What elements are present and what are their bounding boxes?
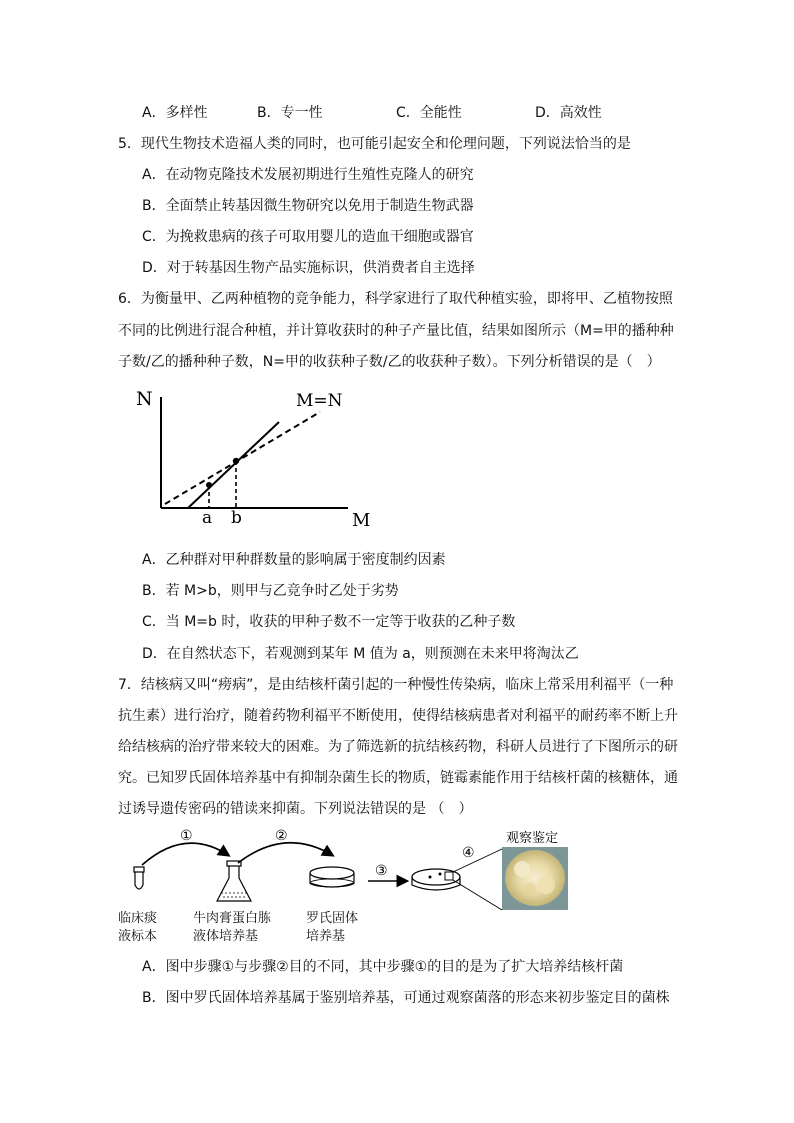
colony-photo [502, 847, 568, 910]
q7-stem-line-4: 究。已知罗氏固体培养基中有抑制杂菌生长的物质，链霉素能作用于结核杆菌的核糖体，通 [118, 770, 678, 786]
q6-option-a: A．乙种群对甲种群数量的影响属于密度制约因素 [142, 552, 446, 568]
petri-dish-icon [310, 867, 354, 887]
flask-icon [217, 861, 251, 901]
q5-option-c: C．为挽救患病的孩子可取用婴儿的造血干细胞或器官 [142, 229, 474, 245]
specimen-label-line-2: 液标本 [118, 929, 158, 944]
zoom-line-top [453, 849, 502, 872]
specimen-tube-icon [134, 867, 144, 889]
q4-option-d: D．高效性 [535, 105, 602, 121]
observe-label: 观察鉴定 [506, 831, 559, 846]
q7-stem-line-1: 7．结核病又叫“痨病”，是由结核杆菌引起的一种慢性传染病，临床上常采用利福平（一种 [118, 677, 674, 693]
q5-stem: 5．现代生物技术造福人类的同时，也可能引起安全和伦理问题，下列说法恰当的是 [118, 136, 631, 152]
solid-label-line-2: 培养基 [306, 929, 346, 944]
point-a-label: a [202, 508, 213, 528]
solid-curve-line [188, 422, 279, 508]
q6-stem-line-3: 子数/乙的播种种子数，N=甲的收获种子数/乙的收获种子数）。下列分析错误的是（ ） [118, 354, 661, 370]
q6-figure [130, 385, 390, 535]
q4-option-c: C．全能性 [396, 105, 462, 121]
step1-arrow [142, 843, 228, 865]
q6-option-c: C．当 M=b 时，收获的甲种子数不一定等于收获的乙种子数 [142, 614, 516, 630]
specimen-label-line-1: 临床痰 [118, 911, 158, 926]
q4-option-b: B．专一性 [257, 105, 323, 121]
q5-option-d: D．对于转基因生物产品实施标识，供消费者自主选择 [142, 260, 475, 276]
colony-dish-icon [412, 869, 460, 890]
q7-stem-line-5: 过诱导遗传密码的错读来抑菌。下列说法错误的是 （ ） [118, 801, 473, 817]
step4-label: ④ [462, 845, 475, 861]
step2-label: ② [275, 828, 288, 844]
point-b-label: b [231, 508, 242, 528]
q6-stem-line-1: 6．为衡量甲、乙两种植物的竞争能力，科学家进行了取代种植实验，即将甲、乙植物按照 [118, 291, 673, 307]
broth-label-line-2: 液体培养基 [193, 929, 259, 944]
q6-option-b: B．若 M>b，则甲与乙竞争时乙处于劣势 [142, 583, 399, 599]
q5-option-a: A．在动物克隆技术发展初期进行生殖性克隆人的研究 [142, 167, 474, 183]
q6-stem-line-2: 不同的比例进行混合种植，并计算收获时的种子产量比值，结果如图所示（M=甲的播种种 [118, 323, 674, 339]
step2-arrow [238, 843, 332, 863]
q5-option-b: B．全面禁止转基因微生物研究以免用于制造生物武器 [142, 198, 474, 214]
broth-label-line-1: 牛肉膏蛋白胨 [193, 911, 272, 926]
zoom-line-bottom [453, 880, 502, 910]
solid-label-line-1: 罗氏固体 [306, 911, 359, 926]
q7-option-a: A．图中步骤①与步骤②目的不同，其中步骤①的目的是为了扩大培养结核杆菌 [142, 959, 624, 975]
q6-option-d: D．在自然状态下，若观测到某年 M 值为 a，则预测在未来甲将淘汰乙 [142, 646, 579, 662]
dashed-reference-line [165, 412, 320, 504]
q4-option-a: A．多样性 [142, 105, 208, 121]
step3-label: ③ [375, 863, 388, 879]
y-axis-label: N [136, 388, 153, 410]
reference-line-label: M=N [296, 391, 343, 411]
q7-option-b: B．图中罗氏固体培养基属于鉴别培养基，可通过观察菌落的形态来初步鉴定目的菌株 [142, 990, 670, 1006]
q7-stem-line-2: 抗生素）进行治疗，随着药物利福平不断使用，使得结核病患者对利福平的耐药率不断上升 [118, 708, 678, 724]
x-axis-label: M [352, 510, 371, 531]
q7-stem-line-3: 给结核病的治疗带来较大的困难。为了筛选新的抗结核药物，科研人员进行了下图所示的研 [118, 739, 678, 755]
step1-label: ① [180, 828, 193, 844]
